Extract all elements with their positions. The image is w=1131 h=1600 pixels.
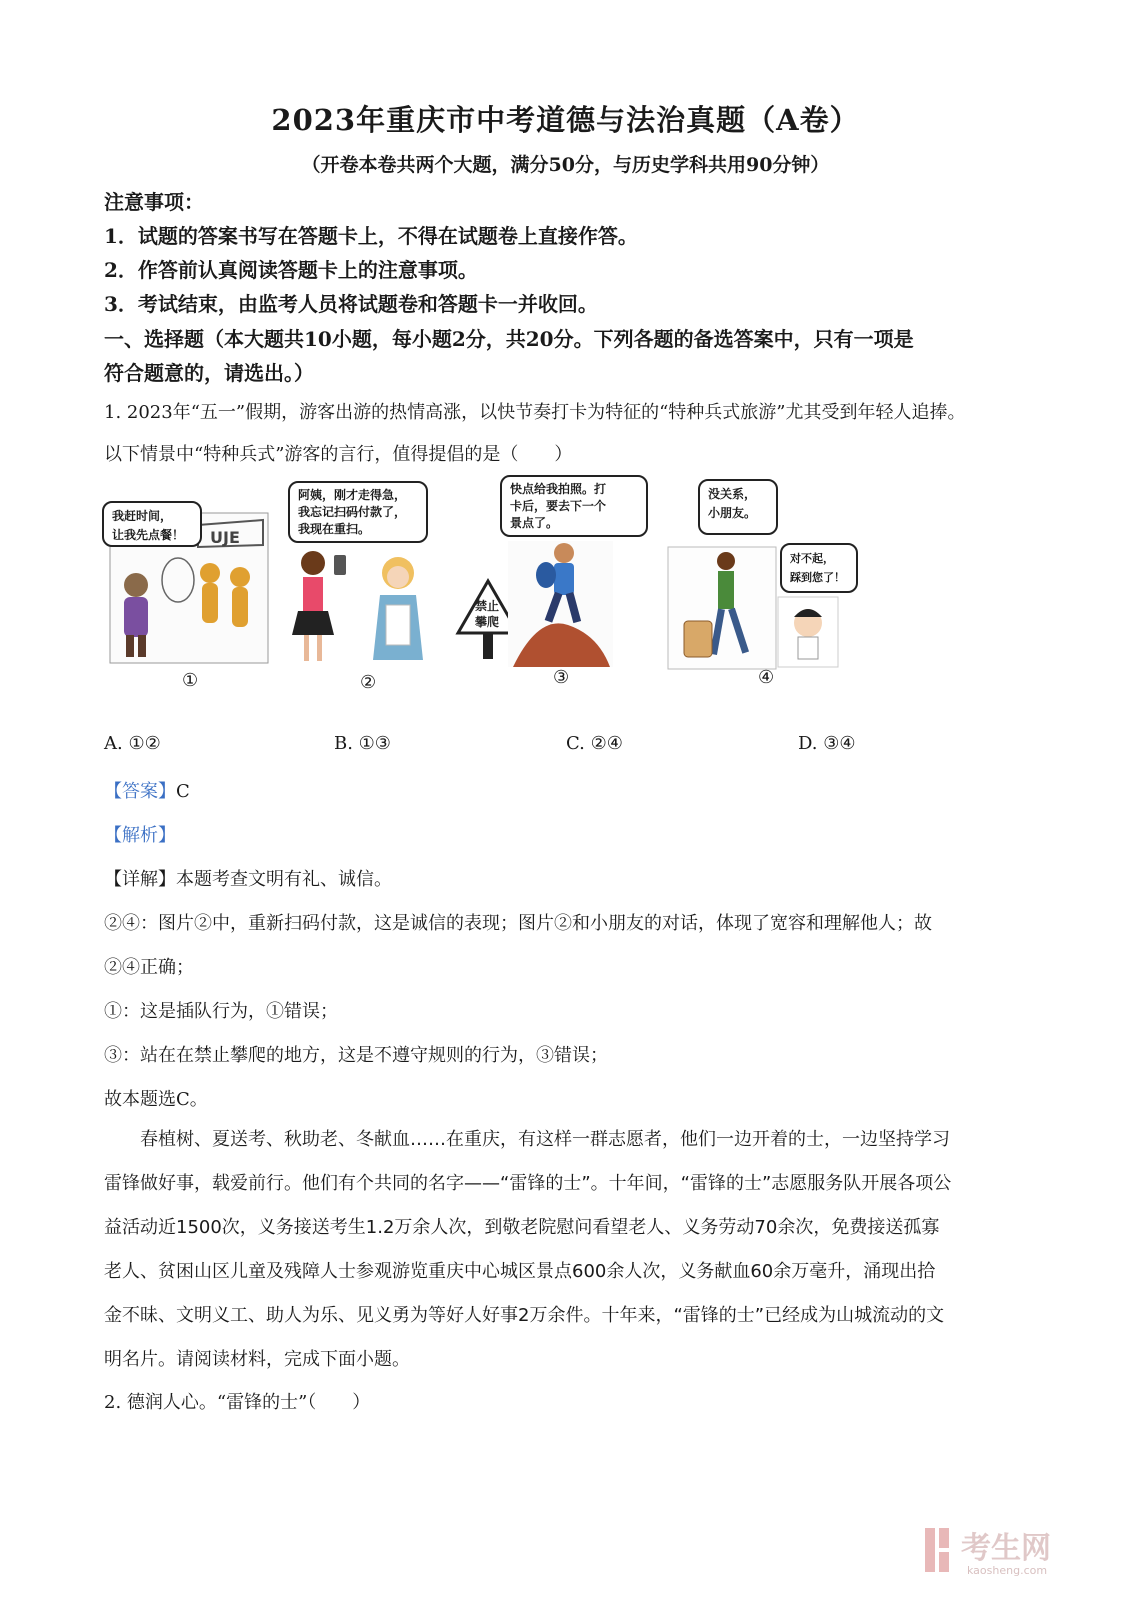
explain-line-2: ②④正确； xyxy=(104,957,194,978)
passage-line: 金不昧、文明义工、助人为乐、见义勇为等好人好事2万余件。十年来，“雷锋的士”已经成为山城流动的文 xyxy=(104,1305,945,1326)
scene-4-number: ④ xyxy=(758,667,775,688)
section1-heading-line2: 符合题意的，请选出。） xyxy=(104,361,314,385)
svg-text:禁止: 禁止 xyxy=(475,599,500,613)
svg-text:考生网: 考生网 xyxy=(961,1531,1051,1566)
explain-line-4: ③：站在在禁止攀爬的地方，这是不遵守规则的行为，③错误； xyxy=(104,1045,608,1066)
scene-1-speech-bubble: 我赶时间， 让我先点餐！ xyxy=(102,501,202,547)
q1-option-d: D. ③④ xyxy=(798,733,856,754)
analysis-label: 【解析】 xyxy=(104,825,176,846)
q1-option-a: A. ①② xyxy=(104,733,161,754)
q2-stem: 2. 德润人心。“雷锋的士”（ ） xyxy=(104,1392,371,1413)
page-subtitle: （开卷本卷共两个大题，满分50分，与历史学科共用90分钟） xyxy=(301,154,830,176)
section1-heading-line1: 一、选择题（本大题共10小题，每小题2分，共20分。下列各题的备选答案中，只有一项是 xyxy=(104,327,914,351)
detail-row xyxy=(104,865,392,891)
scene-3-number: ③ xyxy=(553,667,570,688)
passage-line: 老人、贫困山区儿童及残障人士参观游览重庆中心城区景点600余人次，义务献血60余万毫升，涌现出拾 xyxy=(104,1261,936,1282)
note-item-3: 3．考试结束，由监考人员将试题卷和答题卡一并收回。 xyxy=(104,292,598,316)
explain-line-1: ②④：图片②中，重新扫码付款，这是诚信的表现；图片②和小朋友的对话，体现了宽容和理解他人；故 xyxy=(104,913,932,934)
passage-line: 春植树、夏送考、秋助老、冬献血……在重庆，有这样一群志愿者，他们一边开着的士，一边坚持学习 xyxy=(104,1129,950,1150)
kaosheng-watermark xyxy=(921,1520,1101,1580)
note-item-2: 2．作答前认真阅读答题卡上的注意事项。 xyxy=(104,258,478,282)
passage-line: 明名片。请阅读材料，完成下面小题。 xyxy=(104,1349,410,1370)
q1-figure xyxy=(98,482,888,705)
scene-3-speech-bubble: 快点给我拍照。打 卡后，要去下一个 景点了。 xyxy=(500,475,648,537)
scene-2-illustration xyxy=(292,547,446,669)
scene-3-illustration xyxy=(458,541,613,667)
q1-option-c: C. ②④ xyxy=(566,733,623,754)
passage-line: 雷锋做好事，载爱前行。他们有个共同的名字——“雷锋的士”。十年间，“雷锋的士”志愿服务队开展各项公 xyxy=(104,1173,952,1194)
passage-line: 益活动近1500次，义务接送考生1.2万余人次，到敬老院慰问看望老人、义务劳动70余次，免费接送孤寡 xyxy=(104,1217,940,1238)
conclusion-line: 故本题选C。 xyxy=(104,1089,208,1110)
notes-heading: 注意事项： xyxy=(104,190,204,214)
scene-4-speech-bubble: 没关系， 小朋友。 xyxy=(698,479,778,535)
q1-stem-line1: 1. 2023年“五一”假期，游客出游的热情高涨，以快节奏打卡为特征的“特种兵式旅游”尤其受到年轻人追捧。 xyxy=(104,402,966,423)
detail-label: 【详解】 xyxy=(104,869,176,890)
q1-option-b: B. ①③ xyxy=(334,733,391,754)
q1-stem-line2: 以下情景中“特种兵式”游客的言行，值得提倡的是（ ） xyxy=(104,444,573,465)
note-item-1: 1．试题的答案书写在答题卡上，不得在试题卷上直接作答。 xyxy=(104,224,638,248)
svg-text:攀爬: 攀爬 xyxy=(475,615,500,629)
svg-text:UJE: UJE xyxy=(210,528,240,547)
reading-passage xyxy=(104,1118,1026,1382)
q1-answer-row xyxy=(104,777,190,803)
scene-2-number: ② xyxy=(360,672,377,693)
answer-label: 【答案】 xyxy=(104,781,176,802)
detail-text: 本题考查文明有礼、诚信。 xyxy=(176,869,392,890)
page-title: 2023年重庆市中考道德与法治真题（A卷） xyxy=(271,103,860,137)
scene-1-number: ① xyxy=(182,670,199,691)
svg-text:kaosheng.com: kaosheng.com xyxy=(967,1564,1048,1577)
scene-2-speech-bubble: 阿姨，刚才走得急， 我忘记扫码付款了， 我现在重扫。 xyxy=(288,481,428,543)
answer-value: C xyxy=(176,781,190,802)
scene-4-child-speech-bubble: 对不起， 踩到您了！ xyxy=(780,543,858,593)
watermark-logo-icon xyxy=(921,1520,1101,1580)
explain-line-3: ①：这是插队行为，①错误； xyxy=(104,1001,338,1022)
